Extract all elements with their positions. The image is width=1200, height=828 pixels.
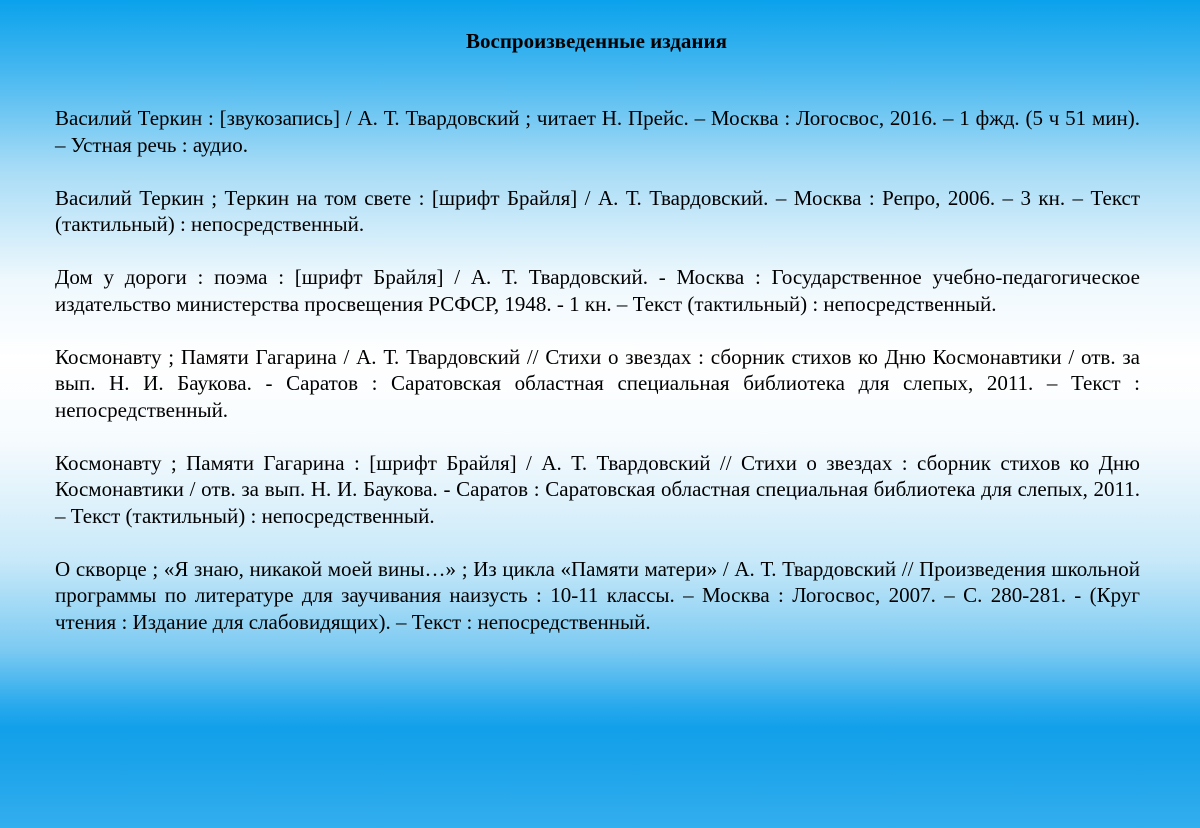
bibliography-entry: Дом у дороги : поэма : [шрифт Брайля] / А. Т. Твардовский. - Москва : Государственное учебно-педагогическое издательство министерства просвещения РСФСР, 1948. - 1 кн. – Текст (тактильный) : непосредственный. [55,265,1140,316]
bibliography-entry: О скворце ; «Я знаю, никакой моей вины…» ; Из цикла «Памяти матери» / А. Т. Твардовский // Произведения школьной программы по литературе для заучивания наизусть : 10-11 классы. – Москва : Логосвос, 2007. – С. 280-281. - (Круг чтения : Издание для слабовидящих). – Текст : непосредственный. [55,556,1140,634]
bibliography-entry: Космонавту ; Памяти Гагарина : [шрифт Брайля] / А. Т. Твардовский // Стихи о звездах : сборник стихов ко Дню Космонавтики / отв. за вып. Н. И. Баукова. - Саратов : Саратовская областная специальная библиотека для слепых, 2011. – Текст (тактильный) : непосредственный. [55,450,1140,528]
bibliography-list [55,105,1140,662]
bibliography-entry: Василий Теркин : [звукозапись] / А. Т. Твардовский ; читает Н. Прейс. – Москва : Логосвос, 2016. – 1 фжд. (5 ч 51 мин). – Устная речь : аудио. [55,106,1140,157]
bibliography-entry: Космонавту ; Памяти Гагарина / А. Т. Твардовский // Стихи о звездах : сборник стихов ко Дню Космонавтики / отв. за вып. Н. И. Баукова. - Саратов : Саратовская областная специальная библиотека для слепых, 2011. – Текст : непосредственный. [55,344,1140,422]
slide-title: Воспроизведенные издания [466,29,727,53]
bibliography-entry: Василий Теркин ; Теркин на том свете : [шрифт Брайля] / А. Т. Твардовский. – Москва : Репро, 2006. – 3 кн. – Текст (тактильный) : непосредственный. [55,185,1140,236]
